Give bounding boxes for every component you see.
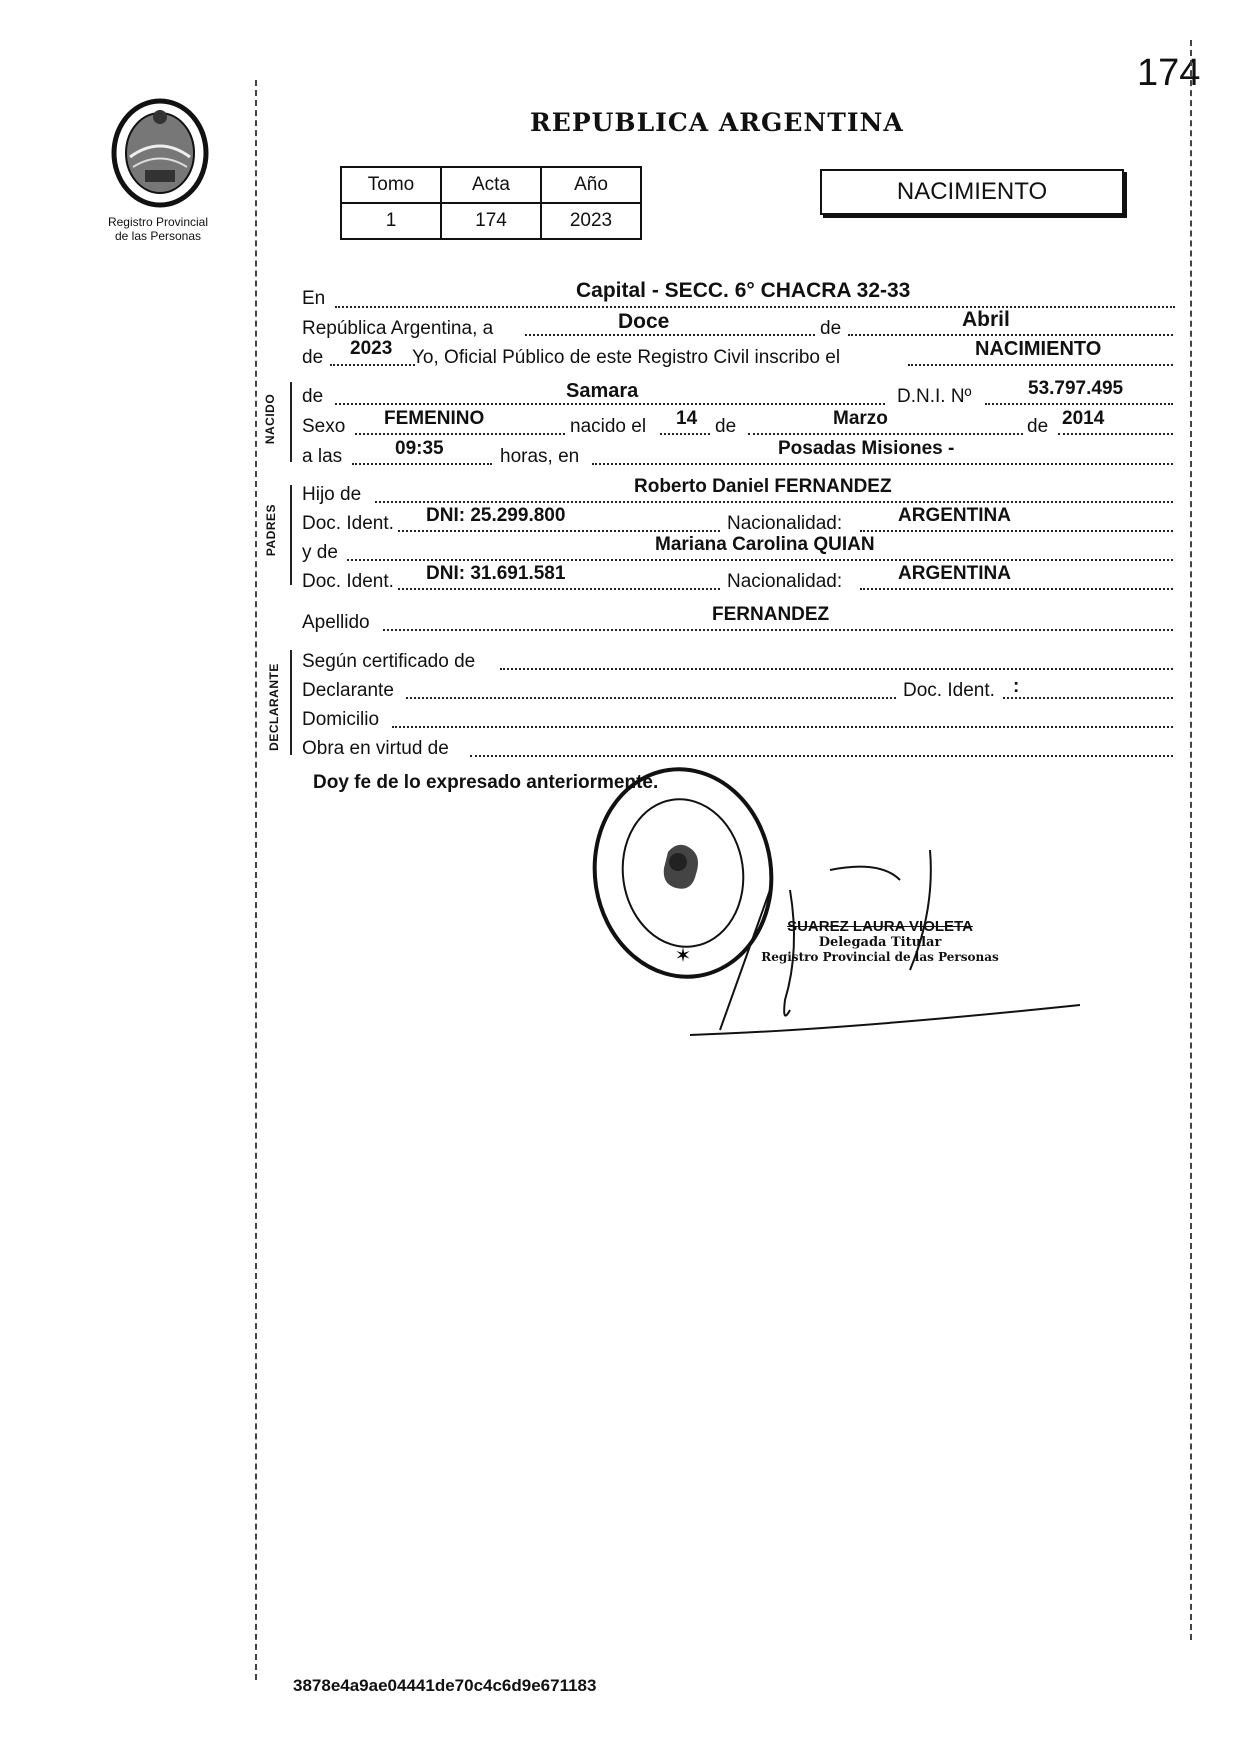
side-label-nacido: NACIDO [263, 393, 278, 445]
value-decl-doc: : [1013, 676, 1020, 697]
value-nombre: Samara [566, 380, 639, 402]
value-mes-nac: Marzo [833, 408, 888, 429]
dots-mes [848, 334, 1173, 336]
label-sexo: Sexo [302, 416, 346, 437]
value-lugar: Capital - SECC. 6° CHACRA 32-33 [576, 279, 911, 302]
signer-name: SUAREZ LAURA VIOLETA [787, 918, 973, 935]
bracket-padres [290, 485, 292, 585]
label-nacido-el: nacido el [570, 416, 647, 437]
value-inscripcion: NACIMIENTO [975, 338, 1102, 360]
dots-domicilio [392, 726, 1173, 728]
page-number: 174 [1137, 52, 1201, 94]
dots-mes-nac [748, 433, 1023, 435]
dots-madre-nac [860, 588, 1173, 590]
value-acta: 174 [441, 203, 541, 239]
closing-statement: Doy fe de lo expresado anteriormente. [313, 772, 659, 793]
dots-madre [347, 559, 1173, 561]
value-hora: 09:35 [395, 438, 444, 459]
label-apellido: Apellido [302, 612, 370, 633]
label-oficial: Yo, Oficial Público de este Registro Civil inscribo el [412, 347, 841, 368]
left-margin-line [255, 80, 257, 1680]
value-madre-dni: DNI: 31.691.581 [426, 563, 566, 584]
value-apellido: FERNANDEZ [712, 604, 830, 625]
dots-lugar [335, 306, 1175, 308]
side-label-declarante: DECLARANTE [266, 663, 281, 751]
value-anio: 2023 [541, 203, 641, 239]
signer-org: Registro Provincial de las Personas [761, 950, 999, 964]
dots-nombre [335, 403, 885, 405]
svg-text:✶: ✶ [674, 943, 692, 967]
value-tomo: 1 [341, 203, 441, 239]
right-margin-line [1190, 40, 1192, 1640]
document-hash: 3878e4a9ae04441de70c4c6d9e671183 [293, 1676, 597, 1695]
label-obra: Obra en virtud de [302, 738, 449, 759]
label-doc-ident-2: Doc. Ident. [302, 571, 394, 592]
dots-apellido [383, 629, 1173, 631]
dots-dni [985, 403, 1173, 405]
label-republica: República Argentina, a [302, 318, 494, 339]
dots-inscripcion [908, 364, 1173, 366]
registry-line-2: de las Personas [114, 229, 202, 243]
label-en: En [302, 288, 326, 309]
dots-dia [525, 334, 815, 336]
label-nacionalidad-2: Nacionalidad: [727, 571, 843, 592]
dots-lugar-nac [592, 463, 1173, 465]
label-de2: de [302, 347, 324, 368]
value-lugar-nac: Posadas Misiones - [778, 438, 955, 459]
value-dia-nac: 14 [676, 408, 698, 429]
record-table [340, 166, 642, 240]
registry-line-1: Registro Provincial [107, 215, 209, 229]
label-a-las: a las [302, 446, 343, 467]
dots-padre-nac [860, 530, 1173, 532]
label-de-mes: de [715, 416, 737, 437]
dots-declarante [406, 697, 896, 699]
dots-padre-dni [398, 530, 720, 532]
label-dni: D.N.I. Nº [897, 386, 972, 407]
dots-obra [470, 755, 1173, 757]
value-madre-nac: ARGENTINA [898, 563, 1011, 584]
label-segun: Según certificado de [302, 651, 476, 672]
dots-anio-nac [1058, 433, 1173, 435]
country-title: REPUBLICA ARGENTINA [530, 108, 904, 137]
dots-sexo [355, 433, 565, 435]
dots-anio [330, 364, 415, 366]
label-doc-ident-decl: Doc. Ident. [903, 680, 995, 701]
label-declarante: Declarante [302, 680, 394, 701]
label-y-de: y de [302, 542, 338, 563]
value-padre-nac: ARGENTINA [898, 505, 1011, 526]
header-anio: Año [541, 167, 641, 203]
label-de-nombre: de [302, 386, 324, 407]
value-sexo: FEMENINO [384, 408, 485, 429]
label-de: de [820, 318, 842, 339]
label-de-anio: de [1027, 416, 1049, 437]
value-anio-inscripcion: 2023 [350, 338, 393, 359]
value-anio-nac: 2014 [1062, 408, 1105, 429]
bracket-declarante [290, 650, 292, 755]
header-acta: Acta [441, 167, 541, 203]
value-madre: Mariana Carolina QUIAN [655, 534, 875, 555]
registry-name [88, 215, 228, 243]
label-horas-en: horas, en [500, 446, 580, 467]
label-nacionalidad-1: Nacionalidad: [727, 513, 843, 534]
value-padre-dni: DNI: 25.299.800 [426, 505, 566, 526]
header-tomo: Tomo [341, 167, 441, 203]
dots-dia-nac [660, 433, 710, 435]
province-seal-logo [105, 95, 215, 215]
bracket-nacido [290, 382, 292, 462]
value-padre: Roberto Daniel FERNANDEZ [634, 476, 892, 497]
dots-decl-doc [1003, 697, 1173, 699]
dots-madre-dni [398, 588, 720, 590]
value-dni: 53.797.495 [1028, 378, 1124, 399]
signer-title: Delegada Titular [818, 935, 942, 950]
dots-padre [375, 501, 1173, 503]
record-type-box: NACIMIENTO [820, 169, 1124, 215]
signature-block [760, 918, 1000, 964]
dots-hora [352, 463, 492, 465]
dots-segun [500, 668, 1173, 670]
label-doc-ident-1: Doc. Ident. [302, 513, 394, 534]
label-domicilio: Domicilio [302, 709, 380, 730]
label-hijo-de: Hijo de [302, 484, 362, 505]
value-mes: Abril [962, 308, 1010, 331]
side-label-padres: PADRES [264, 503, 279, 557]
value-dia: Doce [618, 310, 670, 333]
